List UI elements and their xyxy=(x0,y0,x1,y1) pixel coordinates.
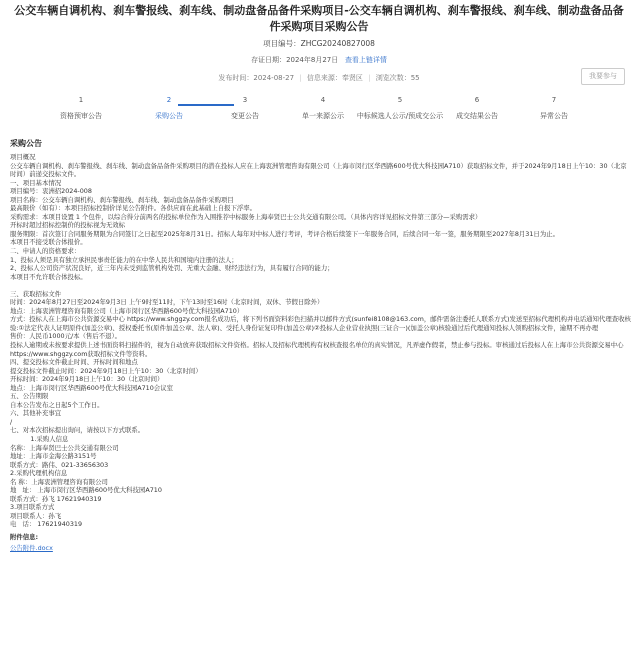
body-line: 3.项目联系方式 xyxy=(10,503,55,512)
body-line: 一、项目基本情况 xyxy=(10,178,62,187)
step-number: 3 xyxy=(242,96,248,104)
body-line: 公交车辆自调机构、刹车警报线、刹车线、制动盘备品备件采购项目的潜在投标人应在上海衷洲管理咨询有限公司（上海市闵行区华西路600号优大科技园A710）获取招标文件，并于2024年9月18日上午10：30（北京时间）前递交投标文件。 xyxy=(10,161,627,179)
step-label: 变更公告 xyxy=(231,112,259,120)
body-line: / xyxy=(10,417,13,426)
project-number-label: 项目编号： xyxy=(263,39,301,48)
body-line: 采购需求：本项目设置 1 个包件，以综合得分前两名的投标单位作为入围推荐中标服务上海奉贤巴士公共交通有限公司。（具体内容详见招标文件第三部分—采购需求） xyxy=(10,212,482,221)
body-line: 项目名称：公交车辆自调机构、刹车警报线、刹车线、制动盘备品备件采购项目 xyxy=(10,195,234,204)
body-line: 电 话： 17621940319 xyxy=(10,520,83,529)
body-line: 提交投标文件截止时间：2024年9月18日上午10：30（北京时间） xyxy=(10,366,202,375)
body-line: 方式：投标人在上海市公共资源交易中心 https://www.shggzy.com报名成功后，将下列书面资料彩色扫描并以邮件方式(sunfei8108@163.com，邮件需备注委托人联系方式)发送至招标代理机构并电话通知代理查收核验:①法定代表人证明原件(加盖公章)、授权委托书(原件加盖公章、法人章)、受托人身份证复印件(加盖公章)②投标人企业营业执照(三证合一)(加盖公章)核验通过后代理通知投标人领购招标文件，逾期不再办理 xyxy=(10,315,631,332)
step-abnormal-notice[interactable] xyxy=(509,95,599,121)
views-label: 浏览次数： xyxy=(375,74,411,82)
body-line: 六、其他补充事宜 xyxy=(10,409,62,418)
announcement-body xyxy=(10,153,632,552)
body-line: 开标时超过招标控制价的投标视为无效标 xyxy=(10,221,126,230)
join-button[interactable]: 我要参与 xyxy=(581,68,625,85)
views-count: 55 xyxy=(410,74,420,82)
step-number: 7 xyxy=(551,96,557,104)
source-label: 信息来源： xyxy=(306,74,342,82)
body-line: 五、公告期限 xyxy=(10,392,49,401)
step-label: 单一来源公示 xyxy=(302,112,344,120)
step-label: 采购公告 xyxy=(155,112,183,120)
body-line: 2.采购代理机构信息 xyxy=(10,469,68,478)
body-line: 地 址： 上海市闵行区华西路600号优大科技园A710 xyxy=(10,486,162,495)
step-label: 资格预审公告 xyxy=(60,112,102,120)
body-line: 项目编号：衷洲招2024-008 xyxy=(10,187,92,196)
step-number: 6 xyxy=(474,96,480,104)
body-line: 七、对本次招标提出询问，请按以下方式联系。 xyxy=(10,426,145,435)
page-title: 公交车辆自调机构、刹车警报线、刹车线、制动盘备品备件采购项目-公交车辆自调机构、刹车警报线、刹车线、制动盘备品备件采购项目采购公告 xyxy=(14,4,624,33)
body-line: 地点：上海衷洲管理咨询有限公司（上海市闵行区华西路600号优大科技园A710） xyxy=(10,306,244,315)
body-line: 自本公告发布之日起5个工作日。 xyxy=(10,400,104,409)
body-line: 1.采购人信息 xyxy=(10,435,69,443)
step-label: 异常公告 xyxy=(540,112,568,120)
body-line: 地点：上海市闵行区华西路600号优大科技园A710会议室 xyxy=(10,383,173,392)
body-line: 1、投标人须是具有独立承担民事责任能力的在中华人民共和国境内注册的法人； xyxy=(10,255,238,264)
project-number xyxy=(0,38,638,49)
process-steps xyxy=(0,95,638,145)
body-line: 开标时间：2024年9月18日上午10：30（北京时间） xyxy=(10,375,164,384)
body-line: 时间：2024年8月27日至2024年9月3日 上午9时至11时，下午13时至16时（北京时间，双休、节假日除外） xyxy=(10,298,324,307)
body-line: 项目概况 xyxy=(10,153,36,161)
step-change-notice[interactable] xyxy=(200,95,290,121)
step-label: 中标候选人公示/预成交公示 xyxy=(356,112,444,120)
attachment-link[interactable]: 公告附件.docx xyxy=(10,543,53,552)
body-line: 地址：上海市金海公路3151号 xyxy=(10,452,97,461)
publish-info xyxy=(0,73,638,83)
step-number: 1 xyxy=(78,96,84,104)
chain-detail-link[interactable]: 查看上链详情 xyxy=(344,56,387,64)
step-number: 2 xyxy=(166,96,172,104)
project-number-value: ZHCG20240827008 xyxy=(300,39,375,48)
body-line: 服务期限：首次签订合同服务期限为合同签订之日起至2025年8月31日。招标人每年对中标人进行考评，考评合格后续签下一年服务合同，后续合同一年一签，服务期限至2027年8月31日为止。 xyxy=(10,229,559,238)
attachment-label: 附件信息: xyxy=(10,533,39,542)
body-line: 投标人逾期或未按要求提供上述书面资料扫描件的，视为自动放弃获取招标文件资格。招标人及招标代理机构有权核查报名单位的真实情况，凡弄虚作假者，禁止参与投标。审核通过后投标人在上海市公共资源交易中心 https://www.shggzy.com获取招标文件等资料。 xyxy=(10,340,624,358)
body-line: 二、申请人的资格要求： xyxy=(10,247,81,256)
step-prequalification[interactable] xyxy=(36,95,126,121)
step-number: 4 xyxy=(320,96,326,104)
step-number: 5 xyxy=(397,96,403,104)
publish-label: 发布时间： xyxy=(218,74,254,82)
body-line: 名称：上海奉贤巴士公共交通有限公司 xyxy=(10,443,119,452)
body-line: 售价：人民币1000元/本（售后不退）。 xyxy=(10,332,122,341)
archive-label: 存证日期： xyxy=(251,56,287,64)
body-line: 本项目不允许联合体投标。 xyxy=(10,272,87,281)
body-line: 三、获取招标文件 xyxy=(10,289,62,298)
body-line: 2、投标人公司资产状况良好，近三年内未受到监管机构处罚、无重大金融、财经违法行为，具有履行合同的能力； xyxy=(10,264,334,273)
step-label: 成交结果公告 xyxy=(456,112,498,120)
body-line: 联系方式：路伟、021-33656303 xyxy=(10,460,109,469)
divider: | xyxy=(299,74,302,82)
spacer xyxy=(10,281,632,290)
archive-info xyxy=(0,55,638,65)
body-line: 项目联系人：孙飞 xyxy=(10,511,62,520)
body-line: 四、提交投标文件截止时间、开标时间和地点 xyxy=(10,358,138,367)
body-line: 联系方式：孙飞 17621940319 xyxy=(10,494,102,503)
divider: | xyxy=(368,74,371,82)
section-title: 采购公告 xyxy=(10,139,42,148)
archive-date: 2024年8月27日 xyxy=(286,56,339,64)
body-line: 最高限价（如有）：本项目招标控制价详见公告附件。各供应商在此基础上自报下浮率。 xyxy=(10,204,257,213)
body-line: 名 称：上海衷洲管理咨询有限公司 xyxy=(10,477,108,486)
source-value: 奉贤区 xyxy=(341,74,363,82)
publish-time: 2024-08-27 xyxy=(253,74,295,82)
body-line: 本项目不接受联合体报价。 xyxy=(10,238,87,247)
